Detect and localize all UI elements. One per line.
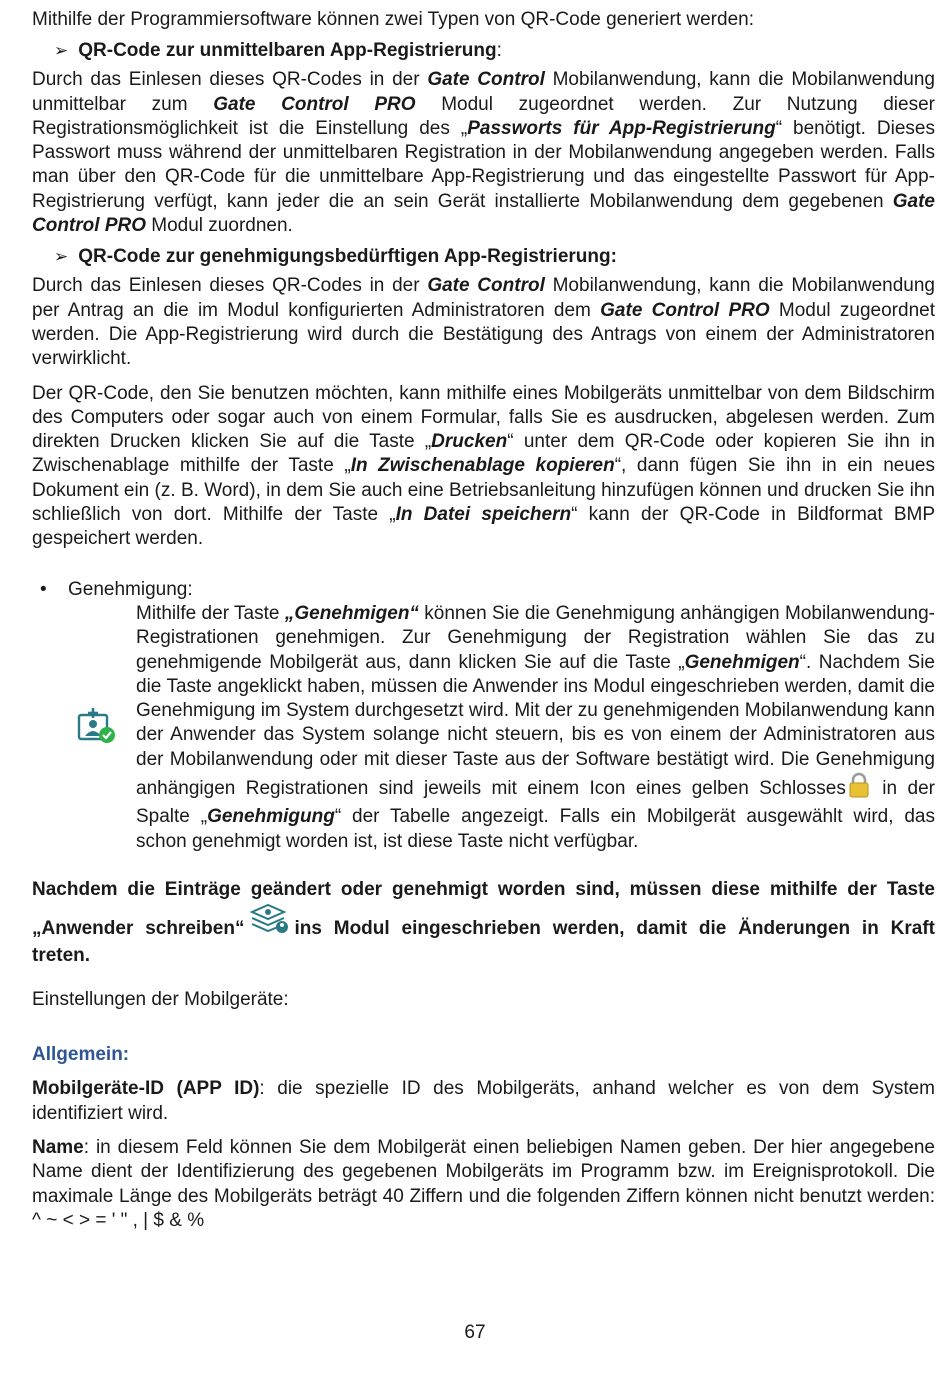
- heading-direct-registration: ➢ QR-Code zur unmittelbaren App-Registrierung :: [54, 38, 935, 64]
- heading-approval-registration: ➢ QR-Code zur genehmigungsbedürftigen App-Registrierung:: [54, 244, 935, 270]
- note-write-users: Nachdem die Einträge geändert oder genehmigt worden sind, müssen diese mithilfe der Taste „Anwender schreiben“ ins Modul eingeschrieben werden, damit die Änderungen in Kraft treten.: [32, 878, 935, 966]
- settings-heading: Einstellungen der Mobilgeräte:: [32, 988, 289, 1010]
- bullet-label: Genehmigung:: [68, 578, 193, 600]
- approve-user-icon: [76, 708, 120, 752]
- bullet-dot-icon: •: [40, 578, 47, 600]
- arrow-bullet-icon: ➢: [54, 41, 69, 61]
- lock-icon: [848, 772, 870, 805]
- arrow-bullet-icon: ➢: [54, 247, 69, 267]
- paragraph-qr-usage: Der QR-Code, den Sie benutzen möchten, kann mithilfe eines Mobilgeräts unmittelbar von dem Bildschirm des Computers oder sogar auch von einem Formular, falls Sie es ausdrucken, abgelesen werden. Zum direkten Drucken klicken Sie auf die Taste „Drucken“ unter dem QR-Code oder kopieren Sie ihn in Zwischenablage mithilfe der Taste „In Zwischenablage kopieren“, dann fügen Sie ihn in ein neues Dokument ein (z. B. Word), in dem Sie auch eine Betriebsanleitung hinzufügen können und drucken Sie ihn schließlich von dort. Mithilfe der Taste „In Datei speichern“ kann der QR-Code in Bildformat BMP gespeichert werden.: [32, 382, 935, 550]
- intro-text: Mithilfe der Programmiersoftware können zwei Typen von QR-Code generiert werden:: [32, 9, 754, 30]
- approval-description: Mithilfe der Taste „Genehmigen“ können Sie die Genehmigung anhängigen Mobilanwendung-Registrationen genehmigen. Zur Genehmigung der Registration wählen Sie das zu genehmigende Mobilgerät aus, dann klicken Sie auf die Taste „Genehmigen“. Nachdem Sie die Taste angeklickt haben, müssen die Anwender ins Modul eingeschrieben werden, damit die Genehmigung im System durchgesetzt wird. Mit der zu genehmigenden Mobilanwendung kann der Anwender das System solange nicht steuern, bis es von einem der Administratoren aus der Mobilanwendung oder mit dieser Taste aus der Software bestätigt wird. Die Genehmigung anhängigen Registrationen sind jeweils mit einem Icon eines gelben Schlosses in der Spalte „Genehmigung“ der Tabelle angezeigt. Falls ein Mobilgerät ausgewählt wird, das schon genehmigt worden ist, ist diese Taste nicht verfügbar.: [136, 602, 935, 854]
- document-page: [32, 8, 935, 1233]
- bullet-approval: [32, 578, 935, 602]
- write-users-icon: [248, 902, 290, 943]
- field-app-id: Mobilgeräte-ID (APP ID): die spezielle ID des Mobilgeräts, anhand welcher es von dem System identifiziert wird.: [32, 1078, 935, 1124]
- field-name: Name: in diesem Feld können Sie dem Mobilgerät einen beliebigen Namen geben. Der hier angegebene Name dient der Identifizierung des gegebenen Mobilgeräts im Programm bzw. im Ereignisprotokoll. Die maximale Länge des Mobilgeräts beträgt 40 Ziffern und die folgenden Ziffern können nicht benutzt werden: ^ ~ < > = ' " , | $ & %: [32, 1136, 935, 1231]
- section-allgemein: Allgemein:: [32, 1044, 130, 1066]
- paragraph-direct-registration: Durch das Einlesen dieses QR-Codes in der Gate Control Mobilanwendung, kann die Mobilanwendung unmittelbar zum Gate Control PRO Modul zugeordnet werden. Zur Nutzung dieser Registrationsmöglichkeit ist die Einstellung des „Passworts für App-Registrierung“ benötigt. Dieses Passwort muss während der unmittelbaren Registration in der Mobilanwendung angegeben werden. Falls man über den QR-Code für die unmittelbare App-Registrierung und das eingestellte Passwort für App-Registrierung verfügt, kann jeder die an sein Gerät installierte Mobilanwendung dem gegebenen Gate Control PRO Modul zuordnen.: [32, 69, 935, 237]
- page-number: 67: [464, 1322, 486, 1343]
- paragraph-approval-registration: Durch das Einlesen dieses QR-Codes in der Gate Control Mobilanwendung, kann die Mobilanwendung per Antrag an die im Modul konfigurierten Administratoren dem Gate Control PRO Modul zugeordnet werden. Die App-Registrierung wird durch die Bestätigung des Antrags von einem der Administratoren verwirklicht.: [32, 275, 935, 370]
